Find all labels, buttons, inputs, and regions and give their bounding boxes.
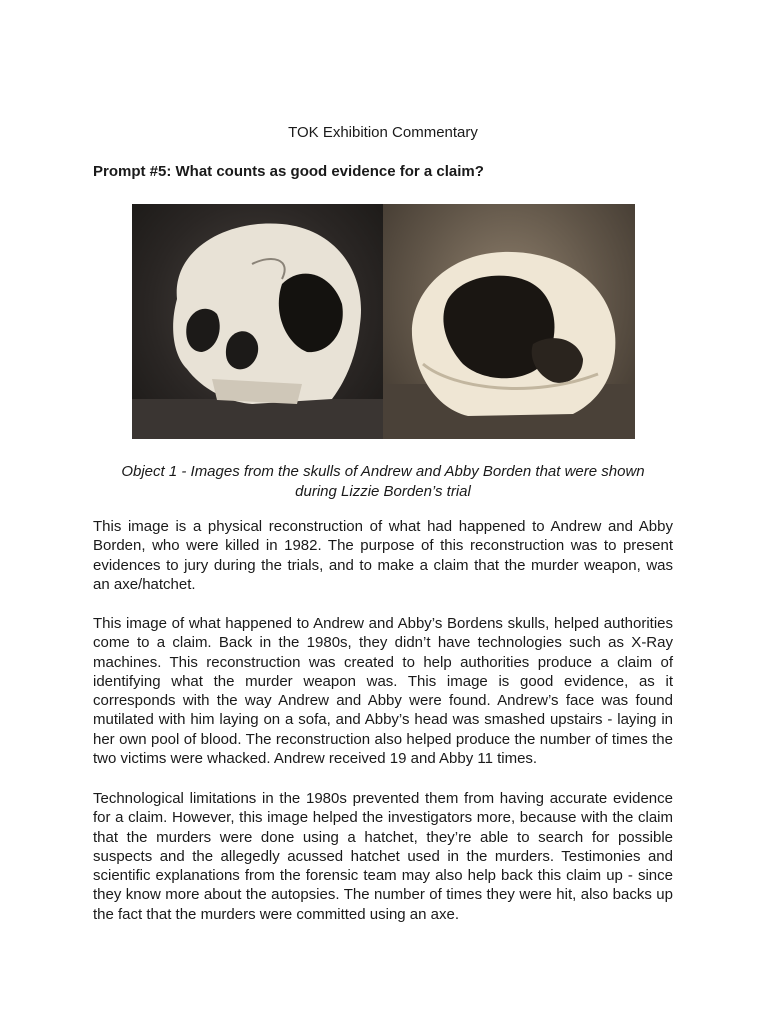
skull-illustration-right bbox=[383, 204, 635, 439]
figure-caption bbox=[93, 462, 673, 502]
document-title: TOK Exhibition Commentary bbox=[288, 124, 478, 141]
caption-line-2: during Lizzie Borden’s trial bbox=[295, 483, 471, 500]
abby-skull-photo bbox=[383, 204, 635, 439]
skull-illustration-left bbox=[132, 204, 383, 439]
andrew-skull-photo bbox=[132, 204, 383, 439]
caption-line-1: Object 1 - Images from the skulls of Andrew and Abby Borden that were shown bbox=[121, 463, 645, 480]
prompt-heading: Prompt #5: What counts as good evidence for a claim? bbox=[93, 163, 484, 180]
paragraph-1: This image is a physical reconstruction of what had happened to Andrew and Abby Borden, who were killed in 1982. The purpose of this reconstruction was to present evidences to jury during the trials, and to make a claim that the murder weapon, was an axe/hatchet. bbox=[93, 518, 673, 593]
paragraph-2: This image of what happened to Andrew and Abby’s Bordens skulls, helped authorities come to a claim. Back in the 1980s, they didn’t have technologies such as X-Ray machines. This reconstruction was created to help authorities produce a claim of identifying what the murder weapon was. This image is good evidence, as it corresponds with the way Andrew and Abby were found. Andrew’s face was found mutilated with him laying on a sofa, and Abby’s head was smashed upstairs - laying in her own pool of blood. The reconstruction also helped produce the number of times the two victims were whacked. Andrew received 19 and Abby 11 times. bbox=[93, 615, 673, 768]
paragraph-3: Technological limitations in the 1980s prevented them from having accurate evidence for a claim. However, this image helped the investigators more, because with the claim that the murders were done using a hatchet, they’re able to search for possible suspects and the allegedly acussed hatchet used in the murders. Testimonies and scientific explanations from the forensic team may also help back this claim up - since they know more about the autopsies. The number of times they were hit, also backs up the fact that the murders were committed using an axe. bbox=[93, 790, 673, 923]
skull-photographs bbox=[132, 204, 635, 439]
